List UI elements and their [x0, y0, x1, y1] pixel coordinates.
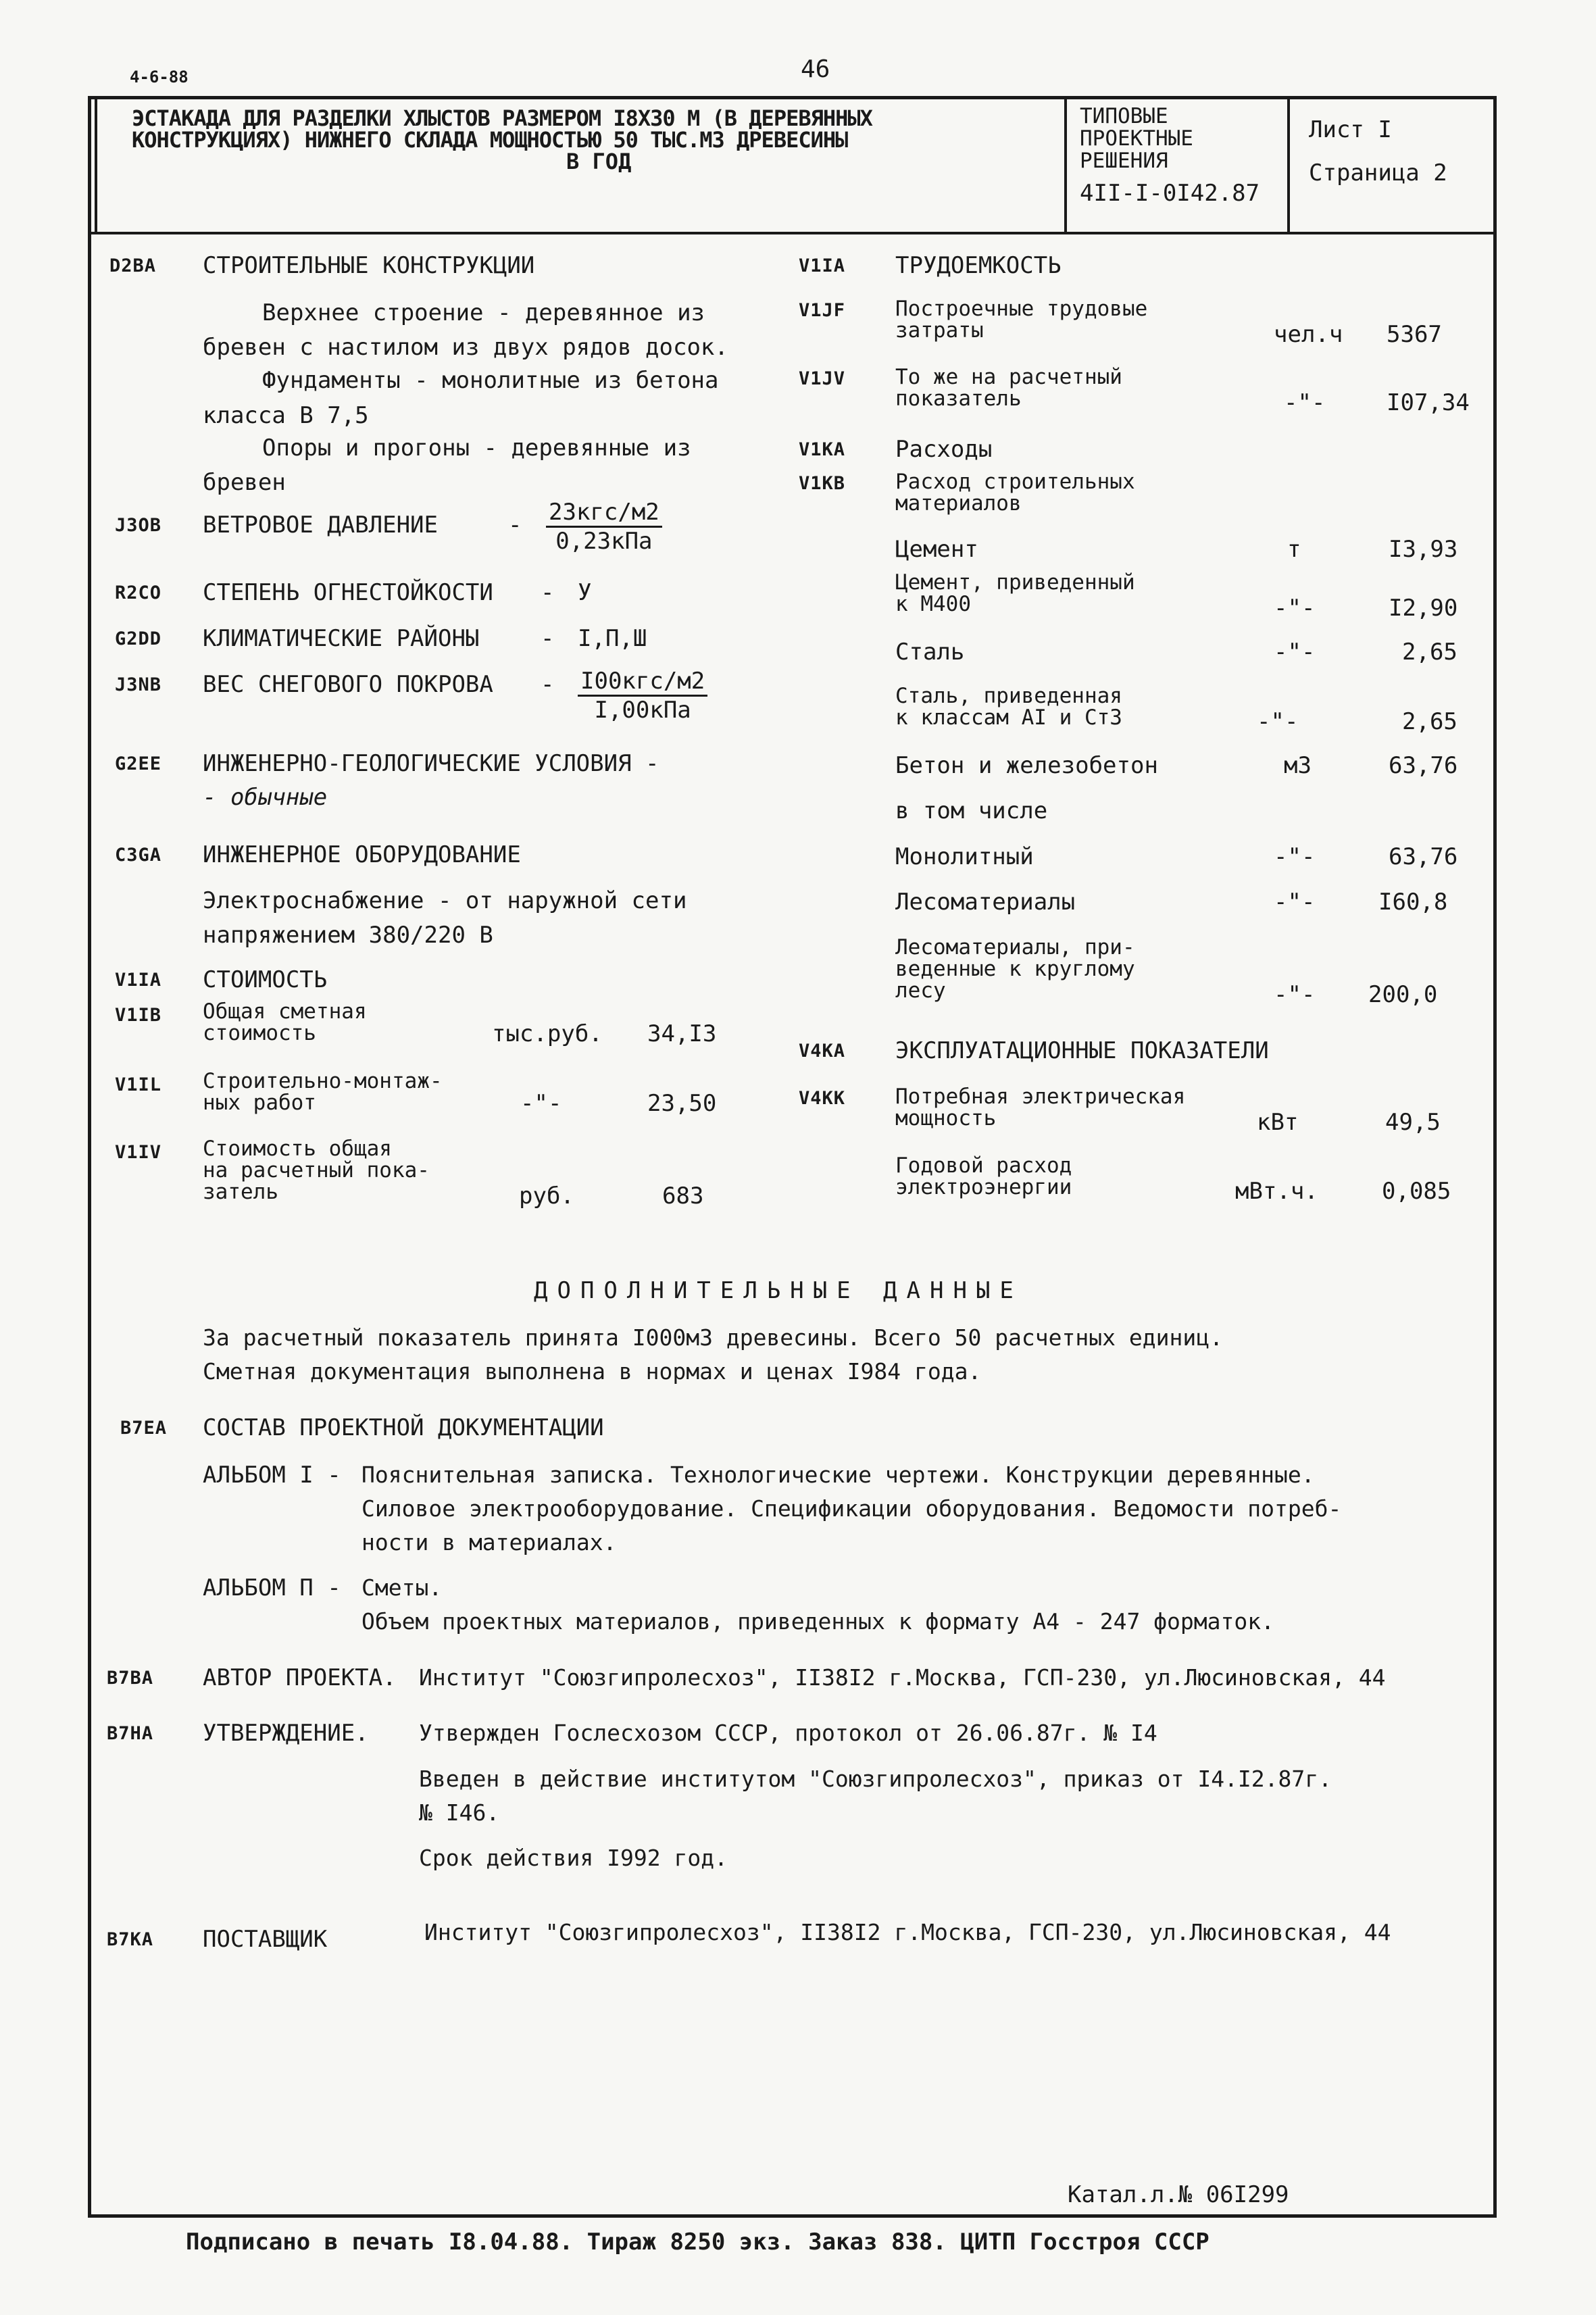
header-divider-v2: [1287, 96, 1290, 233]
approval-label: УТВЕРЖДЕНИЕ.: [203, 1720, 369, 1747]
materials-line-1: Расход строительных: [895, 470, 1135, 494]
power-unit: кВт: [1257, 1109, 1299, 1136]
materials-line-2: материалов: [895, 491, 1022, 516]
concrete-value: 63,76: [1389, 752, 1458, 779]
total-cost-line-1: Общая сметная: [203, 999, 367, 1024]
wind-value-kpa: 0,23кПа: [555, 528, 653, 555]
steel-class-value: 2,65: [1402, 708, 1457, 735]
wind-label: ВЕТРОВОЕ ДАВЛЕНИЕ: [203, 512, 438, 539]
code-v4ka: V4KA: [799, 1041, 846, 1062]
including-label: в том числе: [895, 797, 1048, 824]
cement-value: I3,93: [1389, 536, 1458, 563]
code-r2co: R2CO: [115, 582, 162, 603]
code-v1ib: V1IB: [115, 1005, 162, 1026]
power-value: 49,5: [1385, 1109, 1441, 1136]
monolithic-value: 63,76: [1389, 843, 1458, 870]
additional-line-2: Сметная документация выполнена в нормах и ценах I984 года.: [203, 1358, 982, 1385]
cement-unit: т: [1287, 536, 1301, 563]
structures-line-1: Верхнее строение - деревянное из: [262, 299, 705, 326]
album1-line-1: Пояснительная записка. Технологические чертежи. Конструкции деревянные.: [361, 1462, 1315, 1488]
code-b7ha: B7HA: [107, 1723, 154, 1744]
catalog-number: Катал.л.№ 06I299: [1068, 2181, 1289, 2208]
geology-label: ИНЖЕНЕРНО-ГЕОЛОГИЧЕСКИЕ УСЛОВИЯ -: [203, 750, 659, 777]
energy-unit: мВт.ч.: [1235, 1178, 1318, 1205]
approval-line-3: № I46.: [419, 1799, 500, 1826]
unit-cost-line-3: затель: [203, 1180, 278, 1204]
code-v1jv: V1JV: [799, 368, 846, 389]
timber-round-value: 200,0: [1368, 981, 1438, 1008]
construction-line-2: ных работ: [203, 1091, 316, 1115]
monolithic-unit: -"-: [1274, 843, 1316, 870]
total-cost-line-2: стоимость: [203, 1021, 316, 1045]
snow-dash: -: [541, 671, 555, 698]
title-line-1: ЭСТАКАДА ДЛЯ РАЗДЕЛКИ ХЛЫСТОВ РАЗМЕРОМ I8X30 М (В ДЕРЕВЯННЫХ: [132, 105, 872, 131]
title-line-3: В ГОД: [566, 149, 632, 174]
labor-site-value: 5367: [1387, 321, 1442, 348]
code-d2ba: D2BA: [109, 255, 157, 276]
fire-label: СТЕПЕНЬ ОГНЕСТОЙКОСТИ: [203, 579, 493, 606]
unit-cost-line-2: на расчетный пока-: [203, 1158, 430, 1183]
snow-label: ВЕС СНЕГОВОГО ПОКРОВА: [203, 671, 493, 698]
album2-label: АЛЬБОМ П -: [203, 1574, 341, 1601]
code-j3ob: J3OB: [115, 515, 162, 536]
cement-m400-line-2: к М400: [895, 592, 971, 616]
code-g2ee: G2EE: [115, 753, 162, 774]
unit-cost-value: 683: [662, 1183, 704, 1210]
series-line-2: ПРОЕКТНЫЕ: [1080, 126, 1193, 151]
concrete-label: Бетон и железобетон: [895, 752, 1158, 779]
labor-heading: ТРУДОЕМКОСТЬ: [895, 252, 1062, 279]
steel-class-line-1: Сталь, приведенная: [895, 684, 1122, 708]
code-b7ka: B7KA: [107, 1929, 154, 1950]
approval-line-2: Введен в действие институтом "Союзгипролесхоз", приказ от I4.I2.87г.: [419, 1766, 1332, 1792]
equipment-line-2: напряжением 380/220 В: [203, 922, 493, 949]
album1-line-2: Силовое электрооборудование. Спецификации оборудования. Ведомости потреб-: [361, 1495, 1342, 1522]
labor-unit-unit: -"-: [1284, 389, 1326, 416]
timber-round-line-3: лесу: [895, 978, 946, 1003]
timber-round-unit: -"-: [1274, 981, 1316, 1008]
code-v1kb: V1KB: [799, 473, 846, 494]
labor-site-unit: чел.ч: [1274, 321, 1343, 348]
wind-value-kgs: 23кгс/м2: [546, 499, 662, 528]
print-footer: Подписано в печать I8.04.88. Тираж 8250 экз. Заказ 838. ЦИТП Госстроя СССР: [186, 2229, 1210, 2256]
header-divider: [88, 232, 1497, 234]
steel-unit: -"-: [1274, 639, 1316, 666]
code-v1jf: V1JF: [799, 300, 846, 321]
energy-value: 0,085: [1382, 1178, 1451, 1205]
unit-cost-unit: руб.: [519, 1183, 574, 1210]
operation-heading: ЭКСПЛУАТАЦИОННЫЕ ПОКАЗАТЕЛИ: [895, 1037, 1269, 1064]
labor-site-line-2: затраты: [895, 318, 984, 343]
code-b7ea: B7EA: [120, 1418, 168, 1439]
geology-value: - обычные: [203, 784, 328, 811]
labor-site-line-1: Построечные трудовые: [895, 297, 1148, 321]
concrete-unit: м3: [1284, 752, 1312, 779]
construction-unit: -"-: [520, 1090, 562, 1117]
snow-value: [578, 668, 707, 724]
snow-value-kgs: I00кгс/м2: [578, 668, 707, 697]
code-v1ka: V1KA: [799, 439, 846, 460]
total-cost-value: 34,I3: [647, 1020, 717, 1047]
code-c3ga: C3GA: [115, 845, 162, 866]
sheet-label: Лист I: [1309, 116, 1392, 143]
album2-line-2: Объем проектных материалов, приведенных к формату А4 - 247 форматок.: [361, 1608, 1275, 1635]
power-line-1: Потребная электрическая: [895, 1085, 1186, 1109]
cement-m400-unit: -"-: [1274, 595, 1316, 622]
album1-line-3: ности в материалах.: [361, 1529, 617, 1555]
page-number: 46: [801, 55, 830, 83]
climate-label: КЛИМАТИЧЕСКИЕ РАЙОНЫ: [203, 625, 480, 652]
code-v1ia-cost: V1IA: [115, 970, 162, 991]
climate-dash: -: [541, 625, 555, 652]
code-v1il: V1IL: [115, 1074, 162, 1095]
steel-class-line-2: к классам АI и Ст3: [895, 705, 1122, 730]
energy-line-2: электроэнергии: [895, 1175, 1072, 1199]
power-line-2: мощность: [895, 1106, 997, 1130]
construction-value: 23,50: [647, 1090, 717, 1117]
code-v4kk: V4KK: [799, 1088, 846, 1109]
structures-heading: СТРОИТЕЛЬНЫЕ КОНСТРУКЦИИ: [203, 252, 535, 279]
cost-heading: СТОИМОСТЬ: [203, 966, 328, 993]
author-text: Институт "Союзгипролесхоз", II38I2 г.Москва, ГСП-230, ул.Люсиновская, 44: [419, 1664, 1386, 1691]
energy-line-1: Годовой расход: [895, 1153, 1072, 1178]
wind-value: [546, 499, 662, 555]
album1-label: АЛЬБОМ I -: [203, 1462, 341, 1489]
approval-line-1: Утвержден Гослесхозом СССР, протокол от 26.06.87г. № I4: [419, 1720, 1157, 1746]
fire-dash: -: [541, 579, 555, 606]
timber-value: I60,8: [1378, 889, 1448, 916]
expenses-label: Расходы: [895, 436, 993, 463]
timber-round-line-2: веденные к круглому: [895, 957, 1135, 981]
labor-unit-line-1: То же на расчетный: [895, 365, 1122, 389]
supplier-text: Институт "Союзгипролесхоз", II38I2 г.Москва, ГСП-230, ул.Люсиновская, 44: [424, 1919, 1391, 1945]
labor-unit-line-2: показатель: [895, 387, 1022, 411]
code-g2dd: G2DD: [115, 628, 162, 649]
additional-heading: ДОПОЛНИТЕЛЬНЫЕ ДАННЫЕ: [534, 1277, 1023, 1304]
approval-line-4: Срок действия I992 год.: [419, 1845, 728, 1871]
code-j3nb: J3NB: [115, 674, 162, 695]
fire-value: У: [578, 579, 592, 606]
additional-line-1: За расчетный показатель принята I000м3 древесины. Всего 50 расчетных единиц.: [203, 1324, 1223, 1351]
timber-round-line-1: Лесоматериалы, при-: [895, 935, 1135, 960]
structures-line-3: Фундаменты - монолитные из бетона: [262, 367, 719, 394]
structures-line-5: Опоры и прогоны - деревянные из: [262, 434, 691, 462]
unit-cost-line-1: Стоимость общая: [203, 1137, 392, 1161]
title-line-2: КОНСТРУКЦИЯХ) НИЖНЕГО СКЛАДА МОЩНОСТЬЮ 50 ТЫС.М3 ДРЕВЕСИНЫ: [132, 127, 848, 153]
equipment-heading: ИНЖЕНЕРНОЕ ОБОРУДОВАНИЕ: [203, 841, 521, 868]
structures-line-4: класса В 7,5: [203, 402, 369, 429]
series-code: 4II-I-0I42.87: [1080, 180, 1260, 207]
steel-value: 2,65: [1402, 639, 1457, 666]
docs-heading: СОСТАВ ПРОЕКТНОЙ ДОКУМЕНТАЦИИ: [203, 1414, 604, 1441]
code-b7ba: B7BA: [107, 1668, 154, 1689]
structures-line-6: бревен: [203, 469, 286, 496]
header-divider-v1: [1064, 96, 1067, 233]
cement-m400-value: I2,90: [1389, 595, 1458, 622]
page-label: Страница 2: [1309, 159, 1447, 186]
header-left-border: [95, 96, 97, 233]
code-v1ia: V1IA: [799, 255, 846, 276]
code-v1iv: V1IV: [115, 1142, 162, 1163]
structures-line-2: бревен с настилом из двух рядов досок.: [203, 334, 728, 361]
equipment-line-1: Электроснабжение - от наружной сети: [203, 887, 687, 914]
snow-value-kpa: I,00кПа: [594, 697, 691, 724]
series-line-1: ТИПОВЫЕ: [1080, 104, 1168, 128]
timber-unit: -"-: [1274, 889, 1316, 916]
author-label: АВТОР ПРОЕКТА.: [203, 1664, 397, 1691]
construction-line-1: Строительно-монтаж-: [203, 1069, 443, 1093]
doc-code: 4-6-88: [130, 68, 189, 86]
cement-m400-line-1: Цемент, приведенный: [895, 570, 1135, 595]
climate-value: I,П,Ш: [578, 625, 647, 652]
total-cost-unit: тыс.руб.: [492, 1020, 603, 1047]
cement-label: Цемент: [895, 536, 978, 563]
wind-dash: -: [508, 512, 522, 539]
timber-label: Лесоматериалы: [895, 889, 1076, 916]
series-line-3: РЕШЕНИЯ: [1080, 149, 1168, 173]
supplier-label: ПОСТАВЩИК: [203, 1926, 328, 1953]
steel-label: Сталь: [895, 639, 965, 666]
monolithic-label: Монолитный: [895, 843, 1034, 870]
steel-class-unit: -"-: [1257, 708, 1299, 735]
album2-line-1: Сметы.: [361, 1574, 443, 1601]
labor-unit-value: I07,34: [1387, 389, 1470, 416]
